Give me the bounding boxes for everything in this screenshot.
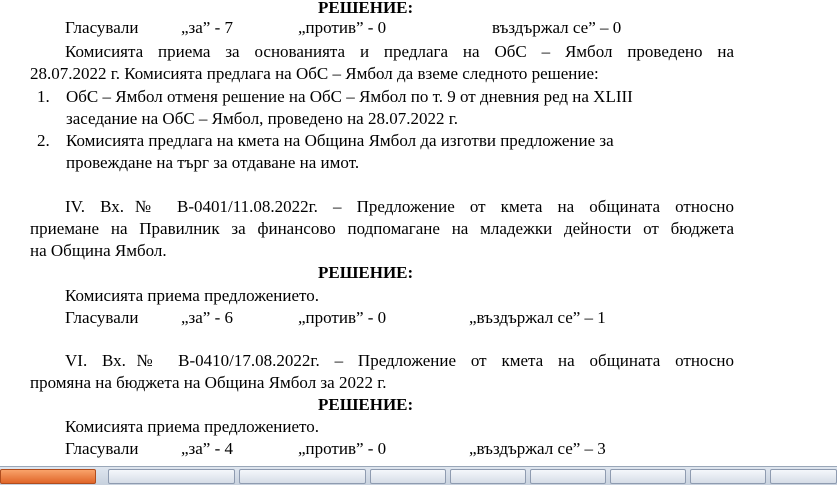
paragraph-line: 28.07.2022 г. Комисията предлага на ОбС – Ямбол да вземе следното решение: <box>30 64 599 83</box>
vote-for: „за” - 7 <box>181 18 234 37</box>
taskbar-window-button[interactable] <box>108 469 235 484</box>
paragraph-line: промяна на бюджета на Община Ямбол за 2022 г. <box>30 373 387 392</box>
decision-heading-1: РЕШЕНИЕ: <box>318 0 414 17</box>
vote-row-1 <box>65 17 705 39</box>
taskbar <box>0 466 837 485</box>
vote-against: „против” - 0 <box>298 308 387 327</box>
acceptance-text: Комисията приема предложението. <box>65 417 319 436</box>
agenda-item-vi: VI. Вх.№ В-0410/17.08.2022г. – Предложение от кмета на общината относно <box>65 351 734 370</box>
list-item-2 <box>37 130 614 152</box>
decision-heading-2: РЕШЕНИЕ: <box>318 263 414 282</box>
vote-label: Гласували <box>65 439 139 458</box>
taskbar-window-button[interactable] <box>610 469 686 484</box>
agenda-item-iv: IV. Вх.№ В-0401/11.08.2022г. – Предложение от кмета на общината относно <box>65 197 734 216</box>
list-number: 1. <box>37 87 50 106</box>
vote-row-3 <box>65 438 705 460</box>
list-item-text: заседание на ОбС – Ямбол, проведено на 28.07.2022 г. <box>66 109 459 128</box>
vote-against: „против” - 0 <box>298 18 387 37</box>
list-item-1 <box>37 86 633 108</box>
vote-row-2 <box>65 307 705 329</box>
vote-for: „за” - 4 <box>181 439 234 458</box>
decision-heading-3: РЕШЕНИЕ: <box>318 395 414 414</box>
vote-label: Гласували <box>65 18 139 37</box>
paragraph-line: Комисията приема за основанията и предлага на ОбС – Ямбол проведено на <box>65 42 734 61</box>
vote-abstain: „въздържал се” – 3 <box>469 439 606 458</box>
taskbar-window-button[interactable] <box>530 469 606 484</box>
vote-abstain: въздържал се” – 0 <box>492 18 622 37</box>
vote-for: „за” - 6 <box>181 308 234 327</box>
paragraph-line: на Община Ямбол. <box>30 241 167 260</box>
taskbar-window-button[interactable] <box>690 469 766 484</box>
start-button[interactable] <box>0 469 96 484</box>
list-item-text: Комисията предлага на кмета на Община Ямбол да изготви предложение за <box>66 131 614 150</box>
vote-abstain: „въздържал се” – 1 <box>469 308 606 327</box>
list-item-text: ОбС – Ямбол отменя решение на ОбС – Ямбол по т. 9 от дневния ред на XLIII <box>66 87 633 106</box>
vote-label: Гласували <box>65 308 139 327</box>
acceptance-text: Комисията приема предложението. <box>65 286 319 305</box>
taskbar-window-button[interactable] <box>450 469 526 484</box>
list-item-text: провеждане на търг за отдаване на имот. <box>66 153 360 172</box>
taskbar-window-button[interactable] <box>239 469 366 484</box>
taskbar-window-button[interactable] <box>770 469 837 484</box>
taskbar-window-button[interactable] <box>370 469 446 484</box>
paragraph-line: приемане на Правилник за финансово подпомагане на младежки дейности от бюджета <box>30 219 734 238</box>
vote-against: „против” - 0 <box>298 439 387 458</box>
list-number: 2. <box>37 131 50 150</box>
